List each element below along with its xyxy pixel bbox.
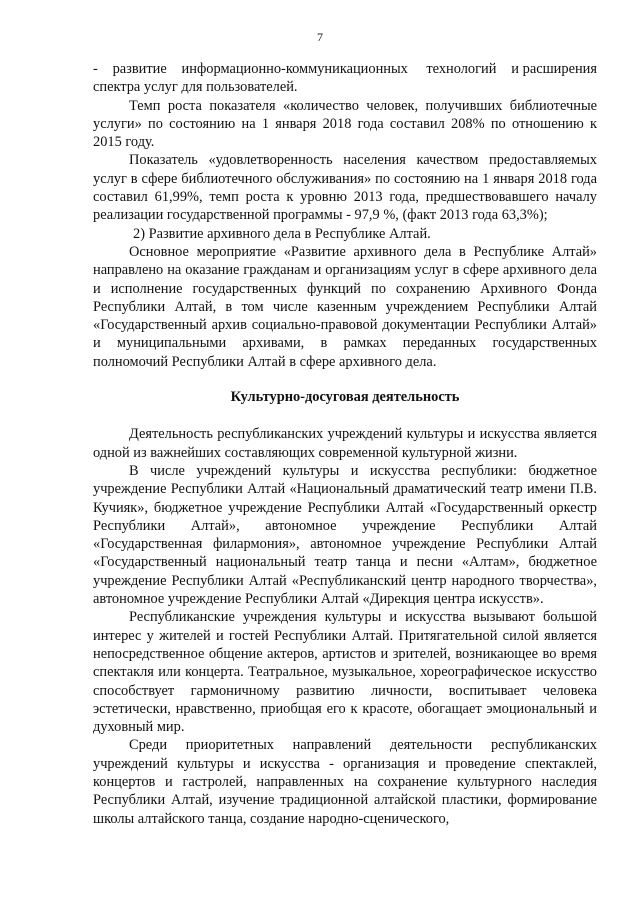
paragraph-7: В числе учреждений культуры и искусства республики: бюджетное учреждение Республики Алтай «Национальный драматический театр имени П.В. Кучияк», бюджетное учреждение Республики Алтай «Государственный оркестр Республики Алтай», автономное учреждение Республики Алтай «Государственная филармония», автономное учреждение Республики Алтай «Государственный национальный театр танца и песни «Алтам», бюджетное учреждение Республики Алтай «Республиканский центр народного творчества», автономное учреждение Республики Алтай «Дирекция центра искусств». — [93, 462, 597, 608]
page-number: 7 — [317, 30, 323, 44]
page-content — [93, 60, 597, 828]
paragraph-5: Основное мероприятие «Развитие архивного дела в Республике Алтай» направлено на оказание гражданам и организациям услуг в сфере архивного дела и исполнение государственных функций по сохранению Архивного Фонда Республики Алтай, в том числе казенным учреждением Республики Алтай «Государственный архив социально-правовой документации Республики Алтай» и муниципальными архивами, в рамках переданных государственных полномочий Республики Алтай в сфере архивного дела. — [93, 243, 597, 370]
paragraph-1: - развитие информационно-коммуникационных технологий и расширения спектра услуг для пользователей. — [93, 61, 597, 96]
paragraph-2: Темп роста показателя «количество человек, получивших библиотечные услуги» по состоянию на 1 января 2018 года составил 208% по отношению к 2015 году. — [93, 97, 597, 151]
paragraph-6: Деятельность республиканских учреждений культуры и искусства является одной из важнейших составляющих современной культурной жизни. — [93, 426, 597, 461]
paragraph-4: 2) Развитие архивного дела в Республике Алтай. — [133, 225, 431, 242]
paragraph-3: Показатель «удовлетворенность населения качеством предоставляемых услуг в сфере библиотечного обслуживания» по состоянию на 1 января 2018 года составил 61,99%, темп роста к уровню 2013 года, предшествовавшего началу реализации государственной программы - 97,9 %, (факт 2013 года 63,3%); — [93, 152, 597, 224]
paragraph-9: Среди приоритетных направлений деятельности республиканских учреждений культуры и искусства - организация и проведение спектаклей, концертов и гастролей, направленных на сохранение культурного наследия Республики Алтай, изучение традиционной алтайской пластики, формирование школы алтайского танца, создание народно-сценического, — [93, 737, 597, 827]
paragraph-8: Республиканские учреждения культуры и искусства вызывают большой интерес у жителей и гостей Республики Алтай. Притягательной силой является непосредственное общение актеров, артистов и зрителей, возникающее во время спектакля или концерта. Театральное, музыкальное, хореографическое искусство способствует гармоничному развитию личности, воспитывает человека эстетически, нравственно, приобщая его к красоте, обогащает эмоциональный и духовный мир. — [93, 609, 597, 736]
section-heading: Культурно-досуговая деятельность — [230, 389, 460, 406]
